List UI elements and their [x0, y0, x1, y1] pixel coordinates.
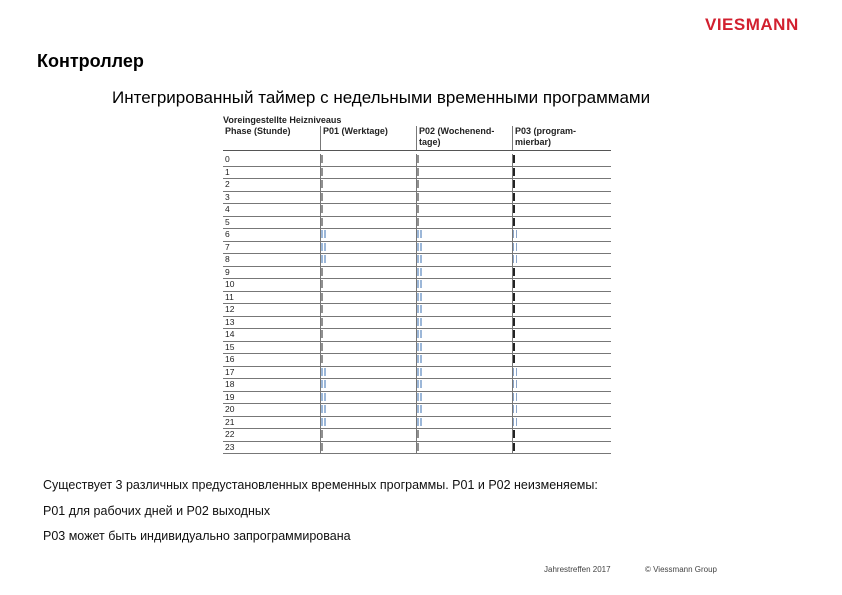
level-cell-p03: [513, 404, 611, 416]
hour-cell: 18: [223, 379, 321, 391]
level-cell-p01: [321, 179, 417, 191]
level-cell-p03: [513, 354, 611, 366]
level-2-mark: [513, 368, 611, 376]
level-1-mark: [321, 330, 416, 338]
level-1-mark: [417, 180, 512, 188]
level-1-mark: [321, 430, 416, 438]
level-cell-p02: [417, 217, 513, 229]
level-cell-p02: [417, 167, 513, 179]
level-cell-p01: [321, 417, 417, 429]
level-2-mark: [417, 355, 512, 363]
footer-event: Jahrestreffen 2017: [544, 565, 611, 574]
table-row: [223, 254, 611, 267]
level-2-mark: [417, 305, 512, 313]
hour-cell: 17: [223, 367, 321, 379]
level-2-mark: [321, 418, 416, 426]
level-cell-p02: [417, 179, 513, 191]
hour-cell: 6: [223, 229, 321, 241]
level-1-mark: [513, 180, 611, 188]
level-cell-p01: [321, 229, 417, 241]
level-1-mark: [321, 155, 416, 163]
level-1-mark: [417, 205, 512, 213]
level-2-mark: [417, 318, 512, 326]
table-header: [223, 126, 611, 151]
level-2-mark: [417, 343, 512, 351]
text-line-2: P01 для рабочих дней и P02 выходных: [43, 504, 271, 518]
level-1-mark: [321, 180, 416, 188]
hour-cell: 7: [223, 242, 321, 254]
level-1-mark: [513, 330, 611, 338]
header-p02: P02 (Wochenend-tage): [417, 126, 513, 150]
level-1-mark: [513, 443, 611, 451]
level-1-mark: [417, 193, 512, 201]
level-cell-p03: [513, 154, 611, 166]
level-cell-p02: [417, 417, 513, 429]
level-2-mark: [513, 380, 611, 388]
level-2-mark: [417, 330, 512, 338]
hour-cell: 23: [223, 442, 321, 454]
level-cell-p01: [321, 342, 417, 354]
hour-cell: 1: [223, 167, 321, 179]
footer-copyright: © Viessmann Group: [645, 565, 718, 574]
table-row: [223, 154, 611, 167]
level-cell-p03: [513, 167, 611, 179]
level-cell-p03: [513, 204, 611, 216]
level-1-mark: [321, 355, 416, 363]
level-2-mark: [417, 230, 512, 238]
hour-cell: 0: [223, 154, 321, 166]
hour-cell: 4: [223, 204, 321, 216]
level-cell-p03: [513, 217, 611, 229]
table-row: [223, 229, 611, 242]
level-cell-p03: [513, 304, 611, 316]
level-cell-p01: [321, 254, 417, 266]
table-row: [223, 267, 611, 280]
level-cell-p01: [321, 404, 417, 416]
table-row: [223, 429, 611, 442]
hour-cell: 2: [223, 179, 321, 191]
level-2-mark: [321, 243, 416, 251]
level-cell-p03: [513, 417, 611, 429]
level-cell-p03: [513, 192, 611, 204]
table-row: [223, 342, 611, 355]
level-2-mark: [417, 380, 512, 388]
level-cell-p02: [417, 292, 513, 304]
level-cell-p02: [417, 354, 513, 366]
hour-cell: 11: [223, 292, 321, 304]
table-body: [223, 154, 611, 454]
hour-cell: 21: [223, 417, 321, 429]
level-2-mark: [417, 405, 512, 413]
level-cell-p01: [321, 329, 417, 341]
level-1-mark: [513, 318, 611, 326]
hour-cell: 20: [223, 404, 321, 416]
level-cell-p01: [321, 367, 417, 379]
level-2-mark: [513, 405, 611, 413]
header-phase: Phase (Stunde): [223, 126, 321, 150]
level-1-mark: [417, 430, 512, 438]
level-cell-p02: [417, 379, 513, 391]
level-1-mark: [417, 168, 512, 176]
level-cell-p01: [321, 167, 417, 179]
level-2-mark: [321, 380, 416, 388]
level-cell-p01: [321, 317, 417, 329]
table-row: [223, 404, 611, 417]
level-2-mark: [321, 393, 416, 401]
level-cell-p02: [417, 242, 513, 254]
level-cell-p02: [417, 342, 513, 354]
hour-cell: 12: [223, 304, 321, 316]
text-line-3: P03 может быть индивидуально запрограммирована: [43, 529, 351, 543]
hour-cell: 3: [223, 192, 321, 204]
level-cell-p02: [417, 317, 513, 329]
table-row: [223, 279, 611, 292]
level-2-mark: [417, 268, 512, 276]
level-cell-p03: [513, 242, 611, 254]
level-1-mark: [513, 355, 611, 363]
level-cell-p02: [417, 229, 513, 241]
table-row: [223, 217, 611, 230]
table-row: [223, 242, 611, 255]
level-cell-p02: [417, 304, 513, 316]
level-cell-p01: [321, 267, 417, 279]
level-1-mark: [417, 155, 512, 163]
hour-cell: 13: [223, 317, 321, 329]
level-cell-p02: [417, 154, 513, 166]
level-1-mark: [321, 218, 416, 226]
level-cell-p03: [513, 179, 611, 191]
level-2-mark: [513, 243, 611, 251]
level-1-mark: [417, 218, 512, 226]
table-row: [223, 379, 611, 392]
level-1-mark: [513, 168, 611, 176]
hour-cell: 5: [223, 217, 321, 229]
level-cell-p01: [321, 279, 417, 291]
level-1-mark: [513, 218, 611, 226]
level-2-mark: [417, 393, 512, 401]
viessmann-logo: VIESMANN: [705, 15, 799, 34]
level-cell-p03: [513, 379, 611, 391]
schedule-table: [223, 114, 611, 454]
level-1-mark: [513, 430, 611, 438]
level-cell-p02: [417, 267, 513, 279]
level-2-mark: [417, 368, 512, 376]
level-cell-p03: [513, 254, 611, 266]
level-2-mark: [513, 393, 611, 401]
level-cell-p02: [417, 404, 513, 416]
level-cell-p01: [321, 242, 417, 254]
level-cell-p03: [513, 392, 611, 404]
hour-cell: 8: [223, 254, 321, 266]
hour-cell: 22: [223, 429, 321, 441]
level-cell-p01: [321, 292, 417, 304]
level-1-mark: [513, 193, 611, 201]
level-2-mark: [417, 255, 512, 263]
page-subtitle: Интегрированный таймер с недельными временными программами: [112, 88, 651, 107]
level-cell-p02: [417, 429, 513, 441]
level-2-mark: [513, 418, 611, 426]
hour-cell: 14: [223, 329, 321, 341]
level-cell-p02: [417, 392, 513, 404]
level-cell-p02: [417, 442, 513, 454]
level-1-mark: [321, 205, 416, 213]
level-cell-p03: [513, 429, 611, 441]
table-caption: Voreingestellte Heizniveaus: [223, 115, 342, 125]
level-2-mark: [513, 255, 611, 263]
level-cell-p03: [513, 279, 611, 291]
level-1-mark: [321, 168, 416, 176]
level-cell-p01: [321, 379, 417, 391]
level-2-mark: [321, 405, 416, 413]
table-row: [223, 192, 611, 205]
table-row: [223, 292, 611, 305]
table-row: [223, 417, 611, 430]
hour-cell: 19: [223, 392, 321, 404]
level-2-mark: [417, 418, 512, 426]
level-2-mark: [321, 255, 416, 263]
table-row: [223, 442, 611, 455]
level-cell-p01: [321, 392, 417, 404]
level-cell-p03: [513, 329, 611, 341]
level-cell-p03: [513, 367, 611, 379]
level-cell-p02: [417, 192, 513, 204]
level-1-mark: [417, 443, 512, 451]
table-row: [223, 329, 611, 342]
level-2-mark: [417, 280, 512, 288]
level-1-mark: [321, 305, 416, 313]
text-line-1: Существует 3 различных предустановленных временных программы. P01 и P02 неизменяемы:: [43, 478, 598, 492]
level-cell-p03: [513, 342, 611, 354]
level-1-mark: [513, 305, 611, 313]
level-cell-p02: [417, 254, 513, 266]
level-cell-p01: [321, 204, 417, 216]
hour-cell: 15: [223, 342, 321, 354]
level-cell-p01: [321, 354, 417, 366]
level-1-mark: [321, 193, 416, 201]
header-p03: P03 (program-mierbar): [515, 126, 577, 147]
level-cell-p03: [513, 229, 611, 241]
level-1-mark: [321, 443, 416, 451]
level-cell-p02: [417, 367, 513, 379]
table-row: [223, 354, 611, 367]
header-p01: P01 (Werktage): [321, 126, 417, 150]
table-row: [223, 367, 611, 380]
page-title: Контроллер: [37, 51, 144, 71]
level-cell-p01: [321, 192, 417, 204]
level-2-mark: [321, 368, 416, 376]
level-1-mark: [513, 155, 611, 163]
level-1-mark: [321, 318, 416, 326]
level-cell-p01: [321, 304, 417, 316]
level-cell-p02: [417, 279, 513, 291]
level-cell-p02: [417, 329, 513, 341]
level-cell-p03: [513, 267, 611, 279]
level-1-mark: [513, 343, 611, 351]
table-row: [223, 317, 611, 330]
level-cell-p02: [417, 204, 513, 216]
level-cell-p03: [513, 292, 611, 304]
level-cell-p01: [321, 154, 417, 166]
level-2-mark: [321, 230, 416, 238]
hour-cell: 16: [223, 354, 321, 366]
level-1-mark: [513, 268, 611, 276]
level-1-mark: [321, 343, 416, 351]
level-2-mark: [513, 230, 611, 238]
level-1-mark: [321, 293, 416, 301]
table-row: [223, 179, 611, 192]
hour-cell: 10: [223, 279, 321, 291]
level-2-mark: [417, 293, 512, 301]
table-row: [223, 204, 611, 217]
level-1-mark: [513, 293, 611, 301]
level-cell-p03: [513, 317, 611, 329]
level-cell-p01: [321, 217, 417, 229]
level-1-mark: [321, 280, 416, 288]
table-row: [223, 392, 611, 405]
level-1-mark: [321, 268, 416, 276]
level-cell-p01: [321, 429, 417, 441]
level-1-mark: [513, 280, 611, 288]
level-cell-p01: [321, 442, 417, 454]
table-row: [223, 167, 611, 180]
table-row: [223, 304, 611, 317]
level-cell-p03: [513, 442, 611, 454]
level-1-mark: [513, 205, 611, 213]
level-2-mark: [417, 243, 512, 251]
hour-cell: 9: [223, 267, 321, 279]
